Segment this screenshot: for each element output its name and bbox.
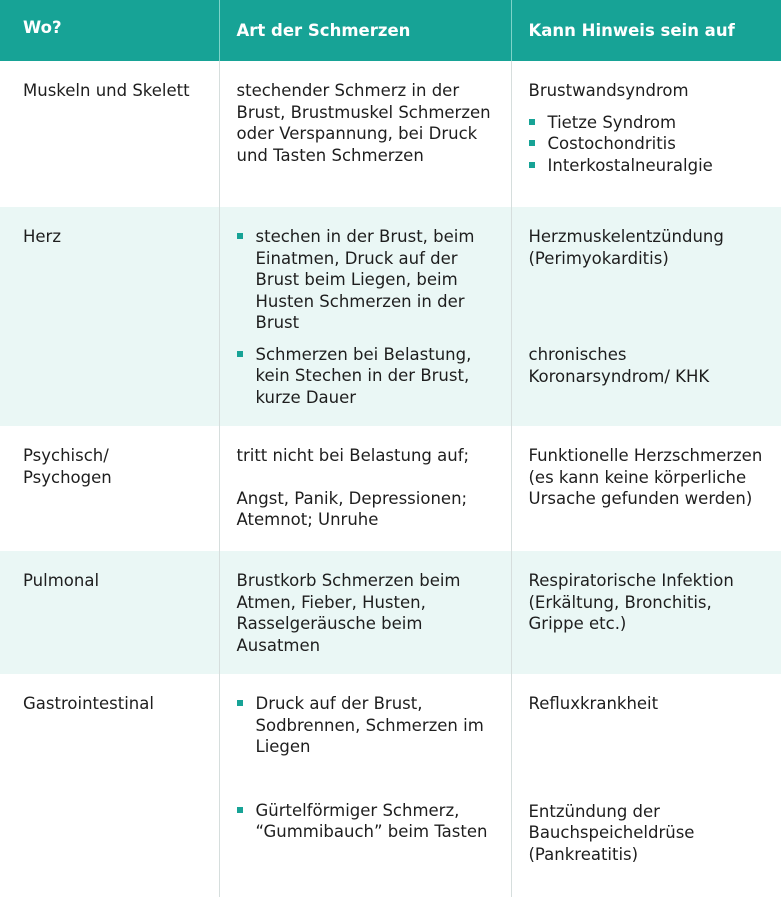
cell-where: Psychisch/ Psychogen [0,426,219,551]
list-item: Tietze Syndrom [529,112,765,134]
header-where: Wo? [0,0,219,61]
table-row [0,207,781,426]
cell-hint: Funktionelle Herzschmerzen (es kann keine körperliche Ursache gefunden werden) [528,446,763,508]
cell-pain: stechender Schmerz in der Brust, Brustmuskel Schmerzen oder Verspannung, bei Druck und Tasten Schmerzen [219,61,511,207]
list-item: Interkostalneuralgie [529,155,765,177]
hint-list [529,112,765,177]
header-pain-type: Art der Schmerzen [219,0,511,61]
bullet-icon [529,140,535,146]
cell-where: Pulmonal [0,551,219,674]
list-item: Schmerzen bei Belastung, kein Stechen in der Brust, kurze Dauer [237,344,494,409]
list-item: Gürtelförmiger Schmerz, “Gummibauch” beim Tasten [237,800,494,843]
cell-where: Herz [0,207,219,426]
pain-text: Angst, Panik, Depressionen; Atemnot; Unruhe [236,488,468,529]
list-item: Costochondritis [529,133,765,155]
bullet-icon [237,807,243,813]
table-row [0,674,781,897]
cell-hint: Respiratorische Infektion (Erkältung, Bronchitis, Grippe etc.) [511,551,781,674]
bullet-icon [529,119,535,125]
hint-text: Refluxkrankheit [528,694,659,713]
bullet-icon [237,233,243,239]
cell-pain [219,207,511,426]
cell-hint [511,207,781,426]
cell-where: Gastrointestinal [0,674,219,897]
table-row [0,426,781,551]
hint-text: Herzmuskelentzündung (Perimyokarditis) [528,227,724,268]
table-header-row [0,0,781,61]
cell-pain: Brustkorb Schmerzen beim Atmen, Fieber, Husten, Rasselgeräusche beim Ausatmen [219,551,511,674]
pain-list [237,226,494,408]
bullet-icon [237,351,243,357]
table-row [0,551,781,674]
cell-where: Muskeln und Skelett [0,61,219,207]
hint-text: chronisches Koronarsyndrom/ KHK [528,345,710,386]
cell-hint [511,61,781,207]
hint-text: Brustwandsyndrom [528,81,689,100]
bullet-icon [529,162,535,168]
bullet-icon [237,700,243,706]
cell-hint [511,674,781,897]
pain-text: tritt nicht bei Belastung auf; [236,446,470,465]
hint-text: Entzündung der Bauchspeicheldrüse (Pankreatitis) [528,801,695,864]
list-item: stechen in der Brust, beim Einatmen, Druck auf der Brust beim Liegen, beim Husten Schmerzen in der Brust [237,226,494,334]
list-item: Druck auf der Brust, Sodbrennen, Schmerzen im Liegen [237,693,494,758]
header-indication: Kann Hinweis sein auf [511,0,781,61]
pain-list [237,693,494,843]
table-row [0,61,781,207]
cell-pain [219,674,511,897]
cell-pain [219,426,511,551]
